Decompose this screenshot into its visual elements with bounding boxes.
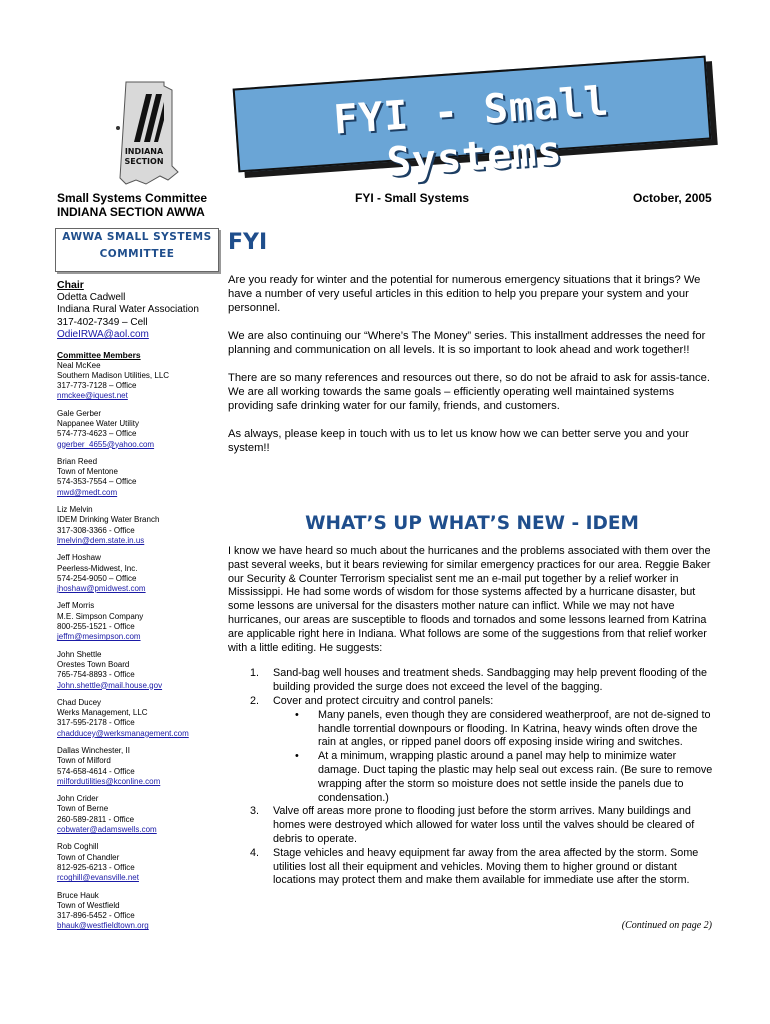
member-phone: 800-255-1521 - Office <box>57 622 135 632</box>
member-name: Dallas Winchester, II <box>57 746 130 755</box>
chair-email-link[interactable]: OdieIRWA@aol.com <box>57 329 149 340</box>
item-number: 1. <box>250 667 260 680</box>
member-organization: Werks Management, LLC <box>57 708 148 718</box>
member-organization: Peerless-Midwest, Inc. <box>57 563 138 573</box>
member-name: John Crider <box>57 794 99 804</box>
member-name: Brian Reed <box>57 456 98 466</box>
idem-heading: WHAT’S UP WHAT’S NEW - IDEM <box>305 513 639 534</box>
committee-title-box <box>55 228 219 272</box>
item-text: Cover and protect circuitry and control panels: <box>273 694 494 707</box>
member-contact <box>57 746 222 787</box>
header-section-name: INDIANA SECTION AWWA <box>57 205 205 219</box>
member-email-link[interactable]: cobwater@adamswells.com <box>57 825 157 835</box>
member-email-link[interactable]: chadducey@werksmanagement.com <box>57 728 189 738</box>
item-text: Valve off areas more prone to flooding just before the storm arrives. Many buildings and homes were destroyed which allowed for water loss until the valves should be cleared of debris to operate. <box>273 805 695 845</box>
member-phone: 765-754-8893 - Office <box>57 670 135 680</box>
logo-text-section: SECTION <box>124 157 164 166</box>
member-organization: Orestes Town Board <box>57 659 130 669</box>
member-email-link[interactable]: bhauk@westfieldtown.org <box>57 921 149 931</box>
member-name: Bruce Hauk <box>57 890 99 900</box>
logo-text-indiana: INDIANA <box>124 147 164 156</box>
member-name: Chad Ducey <box>57 697 102 707</box>
member-phone: 260-589-2811 - Office <box>57 814 135 824</box>
members-heading: Committee Members <box>57 349 141 360</box>
indiana-section-logo <box>106 80 206 190</box>
member-phone: 574-353-7554 – Office <box>57 477 137 487</box>
member-email-link[interactable]: nmckee@iquest.net <box>57 391 128 401</box>
member-phone: 812-925-6213 - Office <box>57 862 135 872</box>
idem-article <box>228 545 716 888</box>
member-contact <box>57 601 222 642</box>
bullet-item <box>273 750 716 805</box>
numbered-item <box>228 847 716 888</box>
item-number: 4. <box>250 846 260 859</box>
member-contact <box>57 361 222 402</box>
member-name: Liz Melvin <box>57 505 93 515</box>
member-organization: Town of Berne <box>57 804 109 814</box>
fyi-paragraph: We are also continuing our “Where’s The Money” series. This installment addresses the need for planning and communication on all levels. It is so important to look ahead and work together!! <box>228 330 706 356</box>
committee-sidebar <box>57 279 222 939</box>
numbered-item <box>228 695 716 709</box>
member-name: Neal McKee <box>57 360 101 370</box>
fyi-article <box>228 273 716 469</box>
member-phone: 317-308-3366 - Office <box>57 525 135 535</box>
member-email-link[interactable]: jeffm@mesimpson.com <box>57 632 141 642</box>
member-phone: 317-896-5452 - Office <box>57 911 135 921</box>
member-organization: Southern Madison Utilities, LLC <box>57 370 170 380</box>
member-contact <box>57 553 222 594</box>
member-email-link[interactable]: John.shettle@mail.house.gov <box>57 680 163 690</box>
fyi-paragraph: As always, please keep in touch with us to let us know how we can better serve you and your system!! <box>228 428 689 454</box>
fyi-paragraph: There are so many references and resources out there, so do not be afraid to ask for assis-tance. We are all working towards the same goals – efficiently operating well maintained systems providing safe drinking water for our family, friends, and customers. <box>228 372 710 412</box>
chair-organization: Indiana Rural Water Association <box>57 304 199 315</box>
bullet-text: Many panels, even though they are considered weatherproof, are not de-signed to handle torrential downpours or flooding. In Katrina, heavy winds often drove the rain at angles, or ripped panel doors off exposing inside wiring and switches. <box>318 708 711 749</box>
header-date: October, 2005 <box>633 191 712 205</box>
member-phone: 317-595-2178 - Office <box>57 718 135 728</box>
item-number: 2. <box>250 694 260 707</box>
item-text: Sand-bag well houses and treatment sheds. Sandbagging may help prevent flooding of the building provided the surge does not exceed the level of the bagging. <box>273 667 707 694</box>
member-phone: 574-658-4614 - Office <box>57 766 135 776</box>
numbered-item <box>228 667 716 695</box>
member-phone: 574-773-4623 – Office <box>57 429 137 439</box>
banner-title: FYI - Small Systems <box>332 78 611 187</box>
bullet-icon: • <box>295 708 299 721</box>
member-contact <box>57 650 222 691</box>
member-email-link[interactable]: mwd@medt.com <box>57 487 118 497</box>
member-name: Gale Gerber <box>57 408 102 418</box>
chair-phone: 317-402-7349 – Cell <box>57 316 148 328</box>
member-email-link[interactable]: milfordutilities@kconline.com <box>57 776 161 786</box>
member-email-link[interactable]: lmelvin@dem.state.in.us <box>57 535 145 545</box>
fyi-heading: FYI <box>228 230 268 255</box>
member-organization: IDEM Drinking Water Branch <box>57 515 160 525</box>
member-contact <box>57 842 222 883</box>
bullet-icon: • <box>295 750 299 763</box>
member-email-link[interactable]: ggerber_4655@yahoo.com <box>57 439 155 449</box>
bullet-item <box>273 709 716 750</box>
member-organization: Town of Chandler <box>57 852 120 862</box>
fyi-paragraph: Are you ready for winter and the potential for numerous emergency situations that it brings? We have a number of very useful articles in this edition to help you prepare your system and your personnel. <box>228 274 701 314</box>
member-contact <box>57 698 222 739</box>
item-text: Stage vehicles and heavy equipment far away from the area affected by the storm. Some utilities lost all their equipment and vehicles. Moving them to higher ground or distant locations may protect them and make them available for immediate use after the storm. <box>273 846 699 887</box>
member-name: John Shettle <box>57 649 102 659</box>
committee-box-line2: COMMITTEE <box>99 248 175 260</box>
member-organization: Town of Mentone <box>57 467 118 477</box>
member-name: Jeff Morris <box>57 601 95 611</box>
member-contact <box>57 794 222 835</box>
chair-name: Odetta Cadwell <box>57 291 126 303</box>
member-organization: Town of Westfield <box>57 900 120 910</box>
member-phone: 317-773-7128 – Office <box>57 381 137 391</box>
member-email-link[interactable]: rcoghill@evansville.net <box>57 873 139 883</box>
idem-intro-paragraph: I know we have heard so much about the hurricanes and the problems associated with them over the past several weeks, but it bears reviewing for similar emergency practices for our area. Reggie Baker our Security & Counter Terrorism specialist sent me an e-mail put together by a relief worker in Mississippi. He had some words of wisdom for those systems affected by a hurricane disaster, but some lessons are universal for the disasters mother nature can inflict. While we may not have hurricanes, our areas are susceptible to floods and tornados and some lessons learned from Katrina are applicable right here in Indiana. What follows are some of the suggestions from that relief worker with a little editing. He suggests: <box>228 545 711 654</box>
continued-note: (Continued on page 2) <box>621 920 712 931</box>
member-organization: M.E. Simpson Company <box>57 611 144 621</box>
member-contact <box>57 409 222 450</box>
member-organization: Town of Milford <box>57 756 111 766</box>
committee-box-line1: AWWA SMALL SYSTEMS <box>62 231 212 243</box>
bullet-text: At a minimum, wrapping plastic around a panel may help to minimize water damage. Duct taping the plastic may help seal out excess rain. (Be sure to remove wrapping after the storm so moisture does not settle inside the panels due to condensation.) <box>318 750 713 804</box>
chair-heading: Chair <box>57 279 84 291</box>
member-contact <box>57 891 222 932</box>
member-name: Jeff Hoshaw <box>57 553 101 563</box>
member-contact <box>57 457 222 498</box>
header-newsletter-name: FYI - Small Systems <box>355 191 470 205</box>
header-committee-name: Small Systems Committee <box>57 191 208 205</box>
member-contact <box>57 505 222 546</box>
chair-contact <box>57 279 222 342</box>
sub-bullet-list <box>273 709 716 806</box>
numbered-item <box>228 805 716 846</box>
member-phone: 574-254-9050 – Office <box>57 573 137 583</box>
item-number: 3. <box>250 805 260 818</box>
member-name: Rob Coghill <box>57 842 99 852</box>
member-email-link[interactable]: jhoshaw@pmidwest.com <box>57 584 146 594</box>
member-organization: Nappanee Water Utility <box>57 418 139 428</box>
